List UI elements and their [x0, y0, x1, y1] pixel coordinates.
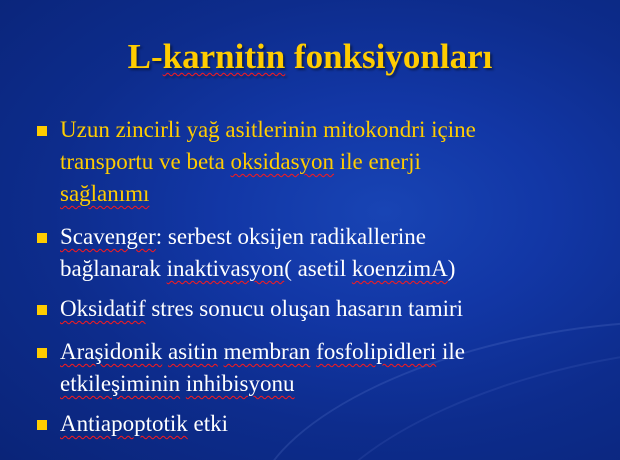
- text-segment: stres sonucu oluşan hasarın tamiri: [145, 296, 464, 321]
- bullet-line: [60, 408, 605, 440]
- bullet-line: [60, 293, 605, 325]
- bullet-line: [60, 178, 605, 210]
- title-word: karnitin: [162, 37, 286, 76]
- text-segment: transportu ve beta: [60, 149, 231, 174]
- text-segment: ile: [436, 339, 466, 364]
- bullet-marker-icon: [37, 420, 47, 430]
- bullet-marker-icon: [37, 348, 47, 358]
- bullet-text: [60, 293, 605, 325]
- text-segment: Uzun zincirli yağ asitlerinin mitokondri içine: [60, 117, 476, 142]
- bullet-line: [60, 368, 605, 400]
- text-segment: etki: [187, 411, 229, 436]
- bullet-line: [60, 221, 605, 253]
- spellcheck-word: Antiapoptotik: [60, 411, 188, 436]
- bullet-text: [60, 336, 605, 400]
- bullet-line: [60, 336, 605, 368]
- spellcheck-word: Araşidonik: [60, 339, 163, 364]
- text-segment: ile enerji: [334, 149, 421, 174]
- bullet-line: [60, 253, 605, 285]
- spellcheck-word: membran: [223, 339, 311, 364]
- title-prefix: L-: [127, 37, 163, 76]
- bullet-marker-icon: [37, 126, 47, 136]
- bullet-text: [60, 114, 605, 210]
- bullet-marker-icon: [37, 305, 47, 315]
- spellcheck-word: fosfolipidleri: [316, 339, 437, 364]
- spellcheck-word: Oksidatif: [60, 296, 146, 321]
- bullet-marker-icon: [37, 233, 47, 243]
- text-segment: bağlanarak: [60, 256, 167, 281]
- spellcheck-word: oksidasyon: [230, 149, 335, 174]
- spellcheck-word: asitin: [167, 339, 218, 364]
- spellcheck-word: koenzimA: [351, 256, 448, 281]
- bullet-line: [60, 146, 605, 178]
- spellcheck-word: sağlanımı: [60, 181, 150, 206]
- spellcheck-word: inaktivasyon: [166, 256, 285, 281]
- bullet-text: [60, 221, 605, 285]
- spellcheck-word: etkileşiminin: [60, 371, 181, 396]
- title-rest: fonksiyonları: [285, 37, 493, 76]
- text-segment: ( asetil: [284, 256, 352, 281]
- text-segment: : serbest oksijen radikallerine: [155, 224, 426, 249]
- spellcheck-word: Scavenger: [60, 224, 156, 249]
- bullet-line: [60, 114, 605, 146]
- bullet-text: [60, 408, 605, 440]
- spellcheck-word: inhibisyonu: [185, 371, 295, 396]
- text-segment: ): [447, 256, 456, 281]
